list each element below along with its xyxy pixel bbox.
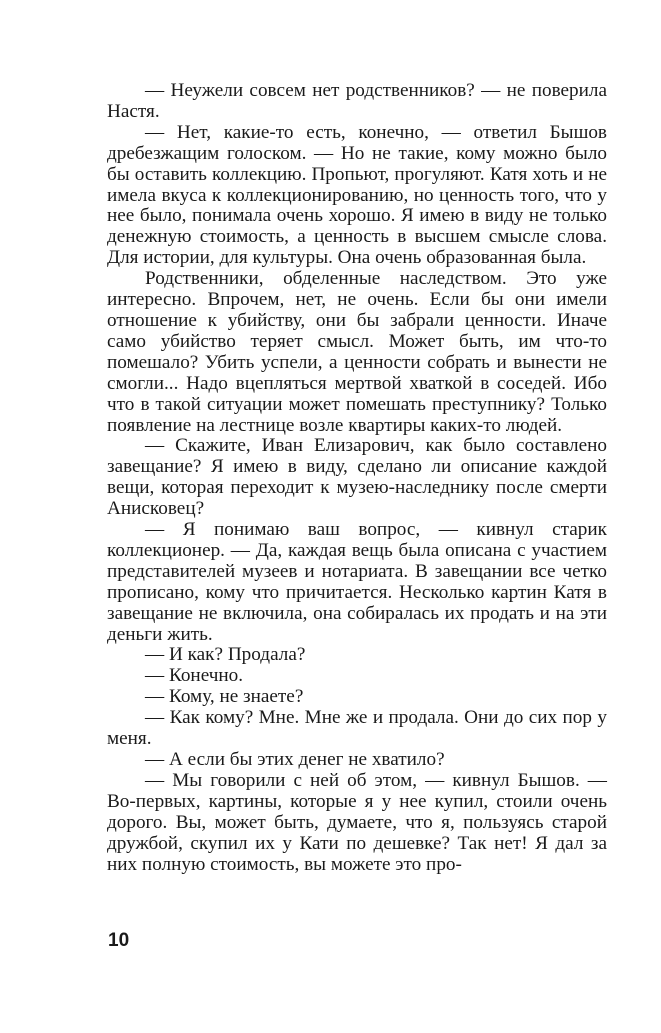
paragraph: — И как? Продала? bbox=[145, 644, 306, 666]
paragraph: — Неужели совсем нет родственников? — не поверила Настя. bbox=[107, 80, 607, 122]
page-number: 10 bbox=[108, 930, 130, 951]
paragraph: Родственники, обделенные наследством. Это уже интересно. Впрочем, нет, не очень. Если бы они имели отношение к убийству, они бы забрали ценности. Иначе само убийство теряет смысл. Может быть, им что-то помешало? Убить успели, а ценности собрать и вынести не смогли... Надо вцепляться мертвой хваткой в соседей. Ибо что в такой ситуации может помешать преступнику? Только появление на лестнице возле квартиры каких-то людей. bbox=[107, 268, 607, 436]
paragraph: — А если бы этих денег не хватило? bbox=[145, 749, 445, 770]
paragraph: — Я понимаю ваш вопрос, — кивнул старик коллекционер. — Да, каждая вещь была описана с участием представителей музеев и нотариата. В завещании все четко прописано, кому что причитается. Несколько картин Катя в завещание не включила, она собиралась их продать и на эти деньги жить. bbox=[107, 519, 607, 645]
paragraph: — Нет, какие-то есть, конечно, — ответил Бышов дребезжащим голоском. — Но не такие, кому можно было бы оставить коллекцию. Пропьют, прогуляют. Катя хоть и не имела вкуса к коллекционированию, но ценность того, что у нее было, понимала очень хорошо. Я имею в виду не только денежную стоимость, а ценность в высшем смысле слова. Для истории, для культуры. Она очень образованная была. bbox=[107, 121, 607, 269]
paragraph: — Как кому? Мне. Мне же и продала. Они до сих пор у меня. bbox=[107, 707, 607, 750]
paragraph: — Кому, не знаете? bbox=[145, 686, 304, 708]
paragraph: — Мы говорили с ней об этом, — кивнул Бышов. — Во-первых, картины, которые я у нее купил, стоили очень дорого. Вы, может быть, думаете, что я, пользуясь старой дружбой, скупил их у Кати по дешевке? Так нет! Я дал за них полную стоимость, вы можете это про- bbox=[107, 769, 607, 875]
paragraph: — Конечно. bbox=[145, 665, 244, 687]
body-text bbox=[107, 81, 607, 875]
paragraph: — Скажите, Иван Елизарович, как было составлено завещание? Я имею в виду, сделано ли описание каждой вещи, которая переходит к музею-наследнику после смерти Анисковец? bbox=[107, 435, 607, 520]
